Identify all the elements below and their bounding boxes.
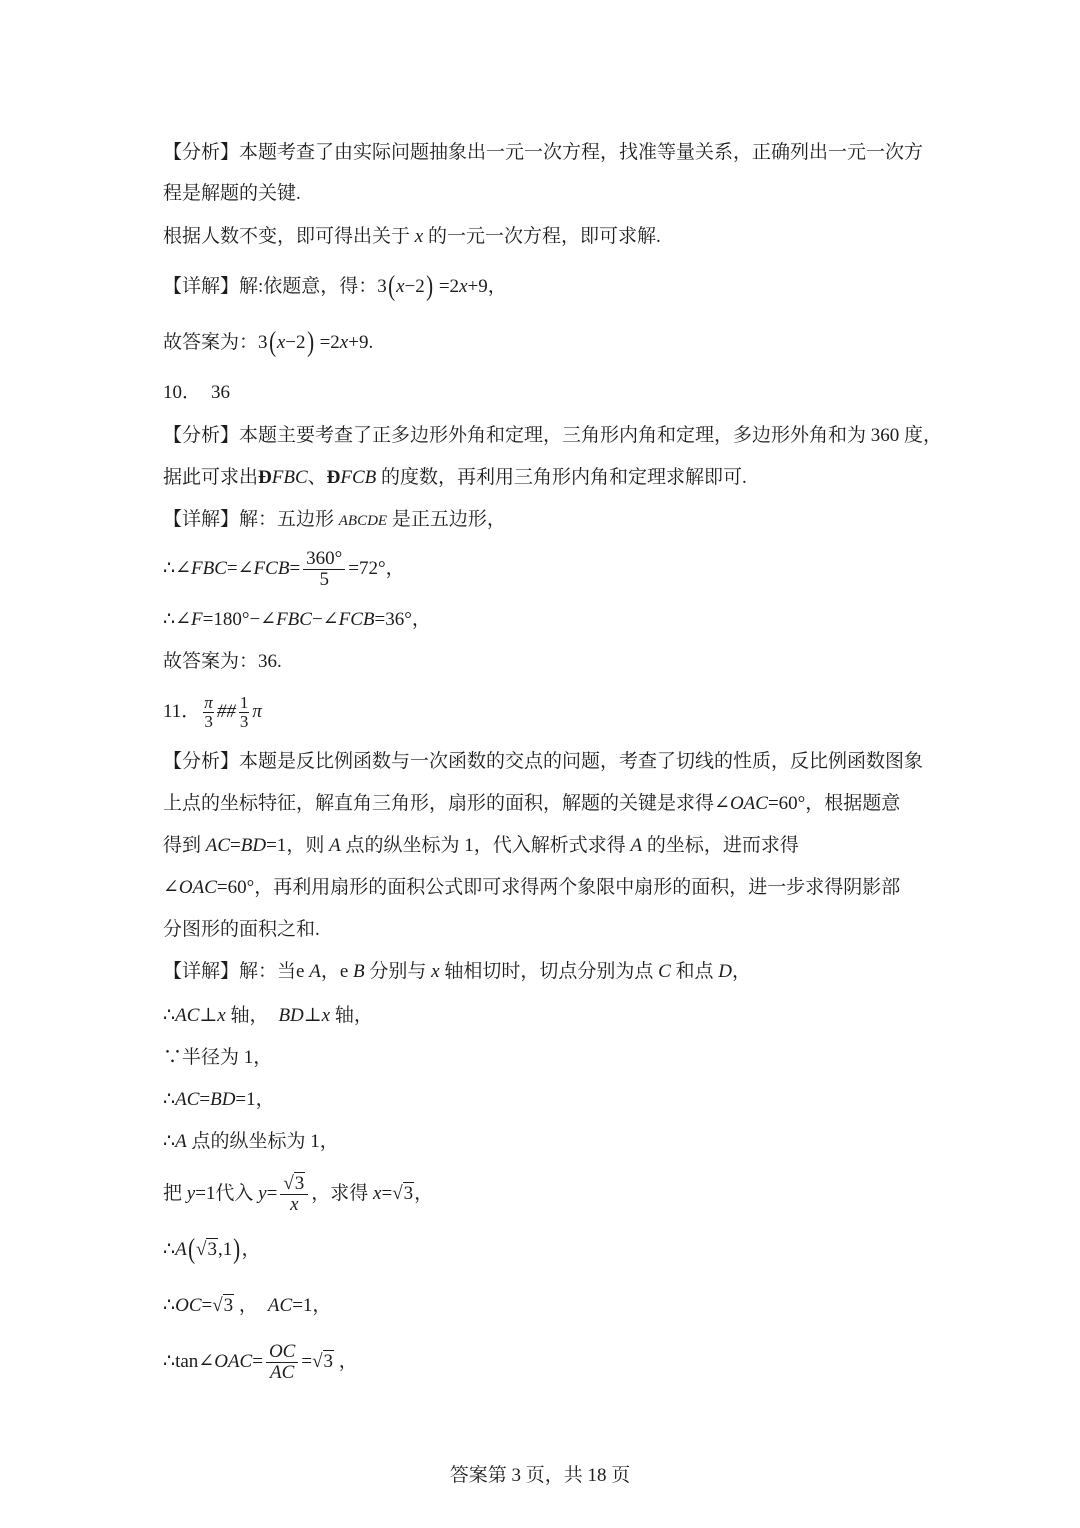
fraction-denominator: 3: [204, 712, 213, 732]
math-op: −2: [404, 276, 425, 297]
math-op: ∴: [163, 1239, 176, 1260]
math-op: ⊥: [199, 1005, 218, 1026]
sqrt-sign: √: [212, 1295, 223, 1316]
fraction: [303, 549, 345, 590]
circle-glyph: e: [296, 961, 310, 982]
q11-step-6: [163, 1234, 261, 1265]
math-number: 3: [377, 276, 387, 297]
q10-analysis-line-1: 【分析】本题主要考查了正多边形外角和定理，三角形内角和定理，多边形外角和为 360 度，: [163, 425, 943, 446]
math-var: π: [252, 701, 262, 722]
text-run: ，根据题意: [805, 793, 901, 814]
text-run: 把: [163, 1183, 187, 1204]
math-var: BD: [278, 1005, 304, 1026]
math-var: x: [431, 961, 440, 982]
math-op: =2: [434, 276, 460, 297]
punctuation: .: [277, 651, 282, 672]
text-run: =1代入: [195, 1183, 259, 1204]
q11-step-5: [163, 1171, 433, 1217]
text-run: 故答案为：: [163, 332, 259, 353]
math-number: 36: [258, 651, 278, 672]
math-var: x: [459, 276, 468, 297]
math-op: ∠: [163, 877, 179, 898]
q11-analysis-line-5: 分图形的面积之和.: [163, 919, 320, 940]
text-run: 轴相切时，切点分别为点: [439, 961, 659, 982]
math-op: ∴∠: [163, 609, 192, 630]
punctuation: 、: [307, 467, 327, 488]
q9-analysis-line-2: 程是解题的关键.: [163, 183, 301, 204]
text-run: 据此可求出: [163, 467, 259, 488]
math-op: =180°−∠: [202, 609, 277, 630]
right-paren: ): [425, 271, 433, 302]
text-run: 根据人数不变，即可得出关于: [163, 226, 415, 247]
q10-step-1: [163, 546, 405, 592]
math-op: =2: [314, 332, 340, 353]
q10-heading: [163, 381, 230, 405]
math-op: ∴tan∠: [163, 1351, 215, 1372]
math-var: OAC: [729, 793, 768, 814]
text-run: 故答案为：: [163, 651, 259, 672]
q11-step-4: [163, 1130, 339, 1154]
math-var: A: [329, 835, 341, 856]
q11-step-2: ∵半径为 1，: [163, 1047, 273, 1068]
fraction: [266, 1342, 298, 1383]
math-op: =: [230, 835, 241, 856]
fraction: [203, 694, 214, 731]
radicand: 3: [207, 1239, 217, 1260]
q10-detail-line: [163, 508, 506, 533]
math-op: +9: [348, 332, 369, 353]
math-var: y: [258, 1183, 267, 1204]
punctuation: ，: [732, 961, 752, 982]
q10-step-2: [163, 608, 431, 632]
math-var: A: [630, 835, 643, 856]
math-var: y: [186, 1183, 196, 1204]
math-var: FBC: [276, 609, 312, 630]
right-paren: ): [233, 1234, 241, 1265]
math-var: FBC: [191, 558, 227, 579]
math-var: x: [414, 226, 424, 247]
math-op: =36°，: [374, 609, 431, 630]
q11-analysis-line-3: [163, 834, 799, 858]
radicand: 3: [294, 1173, 305, 1195]
punctuation: ，: [334, 1351, 358, 1372]
math-var: x: [339, 332, 349, 353]
text-run: 得到: [163, 835, 206, 856]
math-number: 3: [258, 332, 268, 353]
sqrt-sign: √: [312, 1351, 323, 1372]
fraction-numerator: OC: [266, 1342, 298, 1363]
math-var: x: [373, 1183, 382, 1204]
fraction-numerator: 360°: [303, 549, 345, 570]
math-var: AC: [175, 1005, 200, 1026]
math-var: AC: [175, 1089, 200, 1110]
math-op: =: [201, 1295, 213, 1316]
math-var: FBC: [271, 467, 308, 488]
math-var: x: [396, 276, 405, 297]
text-run: 是正五边形，: [387, 509, 506, 530]
math-var: AC: [205, 835, 231, 856]
math-op: =: [289, 558, 301, 579]
text-run: 点的纵坐标为 1，: [186, 1131, 339, 1152]
math-op: =: [381, 1183, 393, 1204]
punctuation: ，: [414, 1183, 434, 1204]
q11-step-7: [163, 1294, 331, 1318]
math-var: x: [321, 1005, 331, 1026]
fraction: [239, 694, 250, 731]
math-var: A: [175, 1239, 187, 1260]
math-op: =1，: [292, 1295, 332, 1316]
sqrt-sign: √: [283, 1173, 294, 1195]
fraction-denominator: 3: [239, 712, 249, 732]
q11-analysis-line-2: [163, 792, 900, 816]
text-run: 轴，: [225, 1005, 269, 1026]
math-var: ABCDE: [338, 513, 388, 529]
math-var: FCB: [338, 609, 375, 630]
math-var: FCB: [253, 558, 290, 579]
math-op: ∴: [163, 1131, 176, 1152]
q11-analysis-line-1: 【分析】本题是反比例函数与一次函数的交点的问题，考查了切线的性质，反比例函数图象: [163, 751, 924, 772]
math-op: −∠: [311, 609, 339, 630]
question-number: 11．: [163, 701, 201, 722]
q9-answer-line: [163, 327, 374, 358]
math-op: =1，: [235, 1089, 275, 1110]
circle-glyph: e: [339, 961, 354, 982]
math-var: x: [217, 1005, 226, 1026]
separator: ##: [216, 701, 236, 722]
math-var: A: [175, 1131, 187, 1152]
question-answer: 36: [211, 382, 231, 403]
text-run: 【详解】解：当: [163, 961, 297, 982]
fraction-numerator: π: [204, 693, 213, 713]
radicand: 3: [323, 1351, 334, 1372]
q11-step-3: [163, 1088, 275, 1112]
text-run: 和点: [670, 961, 719, 982]
math-var: AC: [267, 1295, 293, 1316]
math-op: ∴: [163, 1005, 176, 1026]
right-paren: ): [306, 327, 314, 358]
q11-step-8: [163, 1339, 358, 1385]
math-var: BD: [240, 835, 267, 856]
punctuation: ，: [487, 276, 507, 297]
math-var: F: [191, 609, 203, 630]
text-run: ，则: [286, 835, 330, 856]
q11-heading: [163, 689, 262, 735]
punctuation: ，: [234, 1295, 258, 1316]
left-paren: (: [387, 271, 395, 302]
math-var: D: [718, 961, 733, 982]
text-run: ，求得: [311, 1183, 374, 1204]
sqrt-sign: √: [392, 1183, 403, 1204]
math-var: B: [353, 961, 365, 982]
text-run: 的一元一次方程，即可求解.: [423, 226, 661, 247]
math-op: =: [199, 1089, 211, 1110]
math-var: OAC: [214, 1351, 253, 1372]
math-var: OC: [175, 1295, 202, 1316]
q9-analysis-line-3: [163, 225, 661, 249]
fraction-denominator: AC: [270, 1362, 295, 1384]
math-op: =: [252, 1351, 263, 1372]
math-op: =1: [266, 835, 287, 856]
page-footer: 答案第 3 页，共 18 页: [449, 1465, 631, 1486]
text-run: 的度数，再利用三角形内角和定理求解即可.: [376, 467, 747, 488]
punctuation: .: [368, 332, 374, 353]
left-paren: (: [187, 1234, 195, 1265]
question-number: 10．: [163, 382, 202, 403]
fraction-denominator: x: [290, 1194, 299, 1216]
math-var: BD: [210, 1089, 236, 1110]
q11-detail-line: [163, 960, 751, 984]
fraction-numerator: 1: [239, 693, 249, 713]
math-op: =60°: [767, 793, 806, 814]
math-op: ∠: [714, 793, 730, 814]
text-run: 分别与: [364, 961, 432, 982]
punctuation: ，: [320, 961, 340, 982]
math-op: ⊥: [303, 1005, 322, 1026]
text-run: 轴，: [330, 1005, 373, 1026]
math-op: =: [266, 1183, 278, 1204]
radicand: 3: [403, 1183, 414, 1204]
math-op: =72°，: [348, 558, 405, 579]
math-op: =60°: [216, 877, 255, 898]
math-op: =∠: [226, 558, 254, 579]
text-run: 【详解】解：五边形: [163, 509, 339, 530]
math-number: ,1: [217, 1239, 233, 1260]
fraction-denominator: 5: [319, 569, 329, 591]
text-run: 点的纵坐标为 1，代入解析式求得: [340, 835, 631, 856]
q9-analysis-line-1: 【分析】本题考查了由实际问题抽象出一元一次方程，找准等量关系，正确列出一元一次方: [163, 142, 924, 163]
q10-answer-line: [163, 650, 282, 674]
q10-analysis-line-2: [163, 466, 747, 490]
text-run: 【详解】解:依题意，得：: [163, 276, 378, 297]
radicand: 3: [223, 1295, 234, 1316]
math-var: FCB: [340, 467, 377, 488]
math-var: x: [276, 332, 286, 353]
angle-glyph: Ð: [258, 467, 272, 488]
math-op: ∴∠: [163, 558, 192, 579]
math-op: +9: [467, 276, 488, 297]
math-op: ∴: [163, 1089, 176, 1110]
fraction: [280, 1174, 308, 1215]
q11-analysis-line-4: [163, 876, 900, 900]
math-var: C: [658, 961, 671, 982]
q9-detail-line: [163, 271, 507, 302]
math-op: −2: [285, 332, 306, 353]
text-run: 的坐标，进而求得: [642, 835, 799, 856]
punctuation: ，: [241, 1239, 261, 1260]
text-run: 上点的坐标特征，解直角三角形，扇形的面积，解题的关键是求得: [163, 793, 715, 814]
math-var: A: [309, 961, 321, 982]
math-op: ∴: [163, 1295, 176, 1316]
math-var: OAC: [178, 877, 217, 898]
sqrt-sign: √: [196, 1239, 207, 1260]
fraction-numerator: [280, 1174, 308, 1195]
math-op: =: [301, 1351, 313, 1372]
text-run: ，再利用扇形的面积公式即可求得两个象限中扇形的面积，进一步求得阴影部: [254, 877, 901, 898]
q11-step-1: [163, 1004, 373, 1028]
left-paren: (: [268, 327, 276, 358]
angle-glyph: Ð: [326, 467, 341, 488]
